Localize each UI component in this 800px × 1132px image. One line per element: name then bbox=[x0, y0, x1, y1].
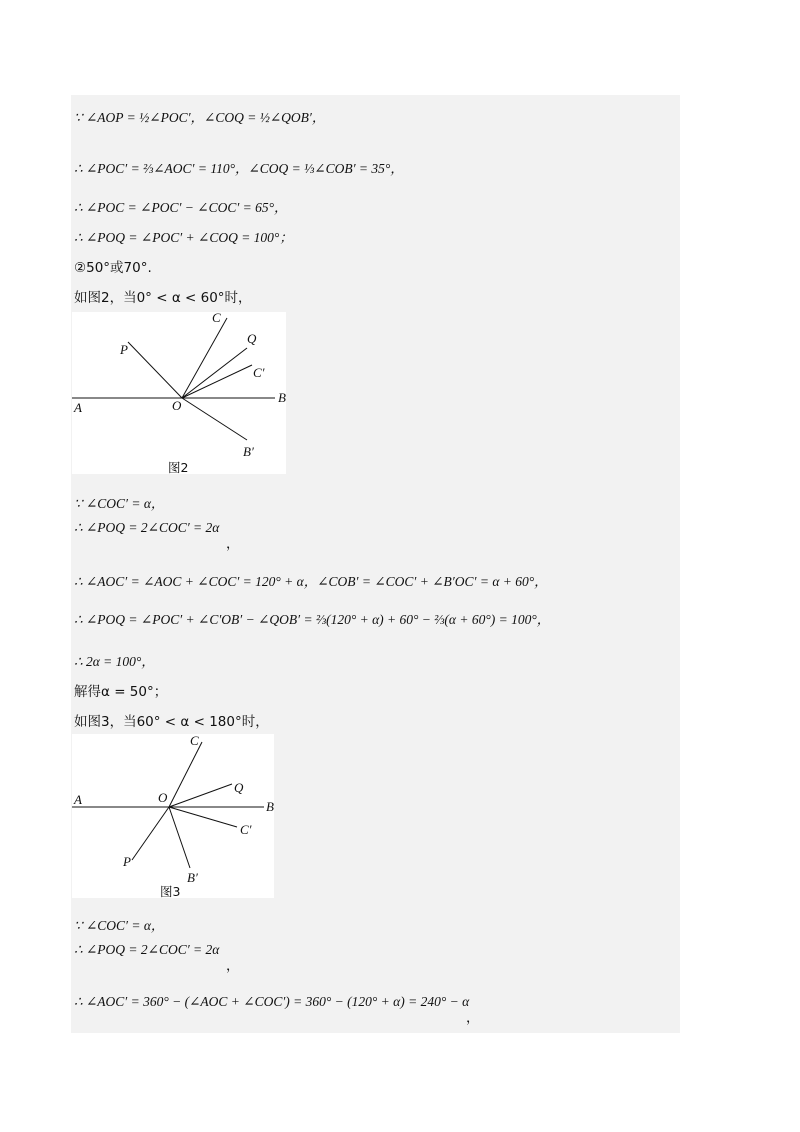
label-q: Q bbox=[247, 331, 257, 346]
solution-line-12: 解得α = 50°； bbox=[74, 684, 168, 700]
solution-line-6: 如图2，当0° < α < 60°时， bbox=[74, 290, 252, 306]
label-o: O bbox=[158, 790, 168, 805]
solution-line-2: ∴ ∠POC′ = ⅔∠AOC′ = 110°，∠COQ = ⅓∠COB′ = 35°， bbox=[74, 161, 404, 176]
trailing-comma-2: ， bbox=[226, 958, 240, 973]
figure-2 bbox=[72, 312, 286, 474]
solution-line-10: ∴ ∠POQ = ∠POC′ + ∠C′OB′ − ∠QOB′ = ⅔(120° + α) + 60° − ⅔(α + 60°) = 100°， bbox=[74, 612, 551, 627]
label-c-prime: C′ bbox=[240, 822, 252, 837]
figure-2-caption: 图2 bbox=[168, 460, 189, 474]
label-a: A bbox=[74, 400, 82, 415]
label-p: P bbox=[120, 342, 128, 357]
figure-2-diagram bbox=[72, 312, 286, 474]
solution-line-16: ∴ ∠AOC′ = 360° − (∠AOC + ∠COC′) = 360° − (120° + α) = 240° − α bbox=[74, 994, 470, 1009]
label-c: C bbox=[190, 734, 199, 748]
solution-line-11: ∴ 2α = 100°， bbox=[74, 654, 155, 669]
solution-line-4: ∴ ∠POQ = ∠POC′ + ∠COQ = 100°； bbox=[74, 230, 293, 245]
solution-line-7: ∵ ∠COC′ = α， bbox=[74, 496, 165, 511]
solution-line-5: ②50°或70°. bbox=[74, 260, 152, 276]
label-b-prime: B′ bbox=[187, 870, 198, 885]
solution-line-15: ∴ ∠POQ = 2∠COC′ = 2α bbox=[74, 942, 220, 957]
solution-line-13: 如图3，当60° < α < 180°时， bbox=[74, 714, 269, 730]
label-b-prime: B′ bbox=[243, 444, 254, 459]
label-q: Q bbox=[234, 780, 244, 795]
solution-line-14: ∵ ∠COC′ = α， bbox=[74, 918, 165, 933]
label-o: O bbox=[172, 398, 182, 413]
figure-3 bbox=[72, 734, 274, 898]
label-b: B bbox=[266, 799, 274, 814]
solution-line-1: ∵ ∠AOP = ½∠POC′，∠COQ = ½∠QOB′， bbox=[74, 110, 326, 125]
label-c-prime: C′ bbox=[253, 365, 265, 380]
label-a: A bbox=[74, 792, 82, 807]
label-c: C bbox=[212, 312, 221, 325]
solution-line-3: ∴ ∠POC = ∠POC′ − ∠COC′ = 65°， bbox=[74, 200, 288, 215]
solution-line-9: ∴ ∠AOC′ = ∠AOC + ∠COC′ = 120° + α，∠COB′ = ∠COC′ + ∠B′OC′ = α + 60°， bbox=[74, 574, 548, 589]
figure-3-diagram bbox=[72, 734, 274, 898]
label-b: B bbox=[278, 390, 286, 405]
figure-3-caption: 图3 bbox=[160, 884, 181, 898]
label-p: P bbox=[123, 854, 131, 869]
trailing-comma-1: ， bbox=[226, 536, 240, 551]
trailing-comma-3: ， bbox=[466, 1010, 480, 1025]
solution-line-8: ∴ ∠POQ = 2∠COC′ = 2α bbox=[74, 520, 220, 535]
